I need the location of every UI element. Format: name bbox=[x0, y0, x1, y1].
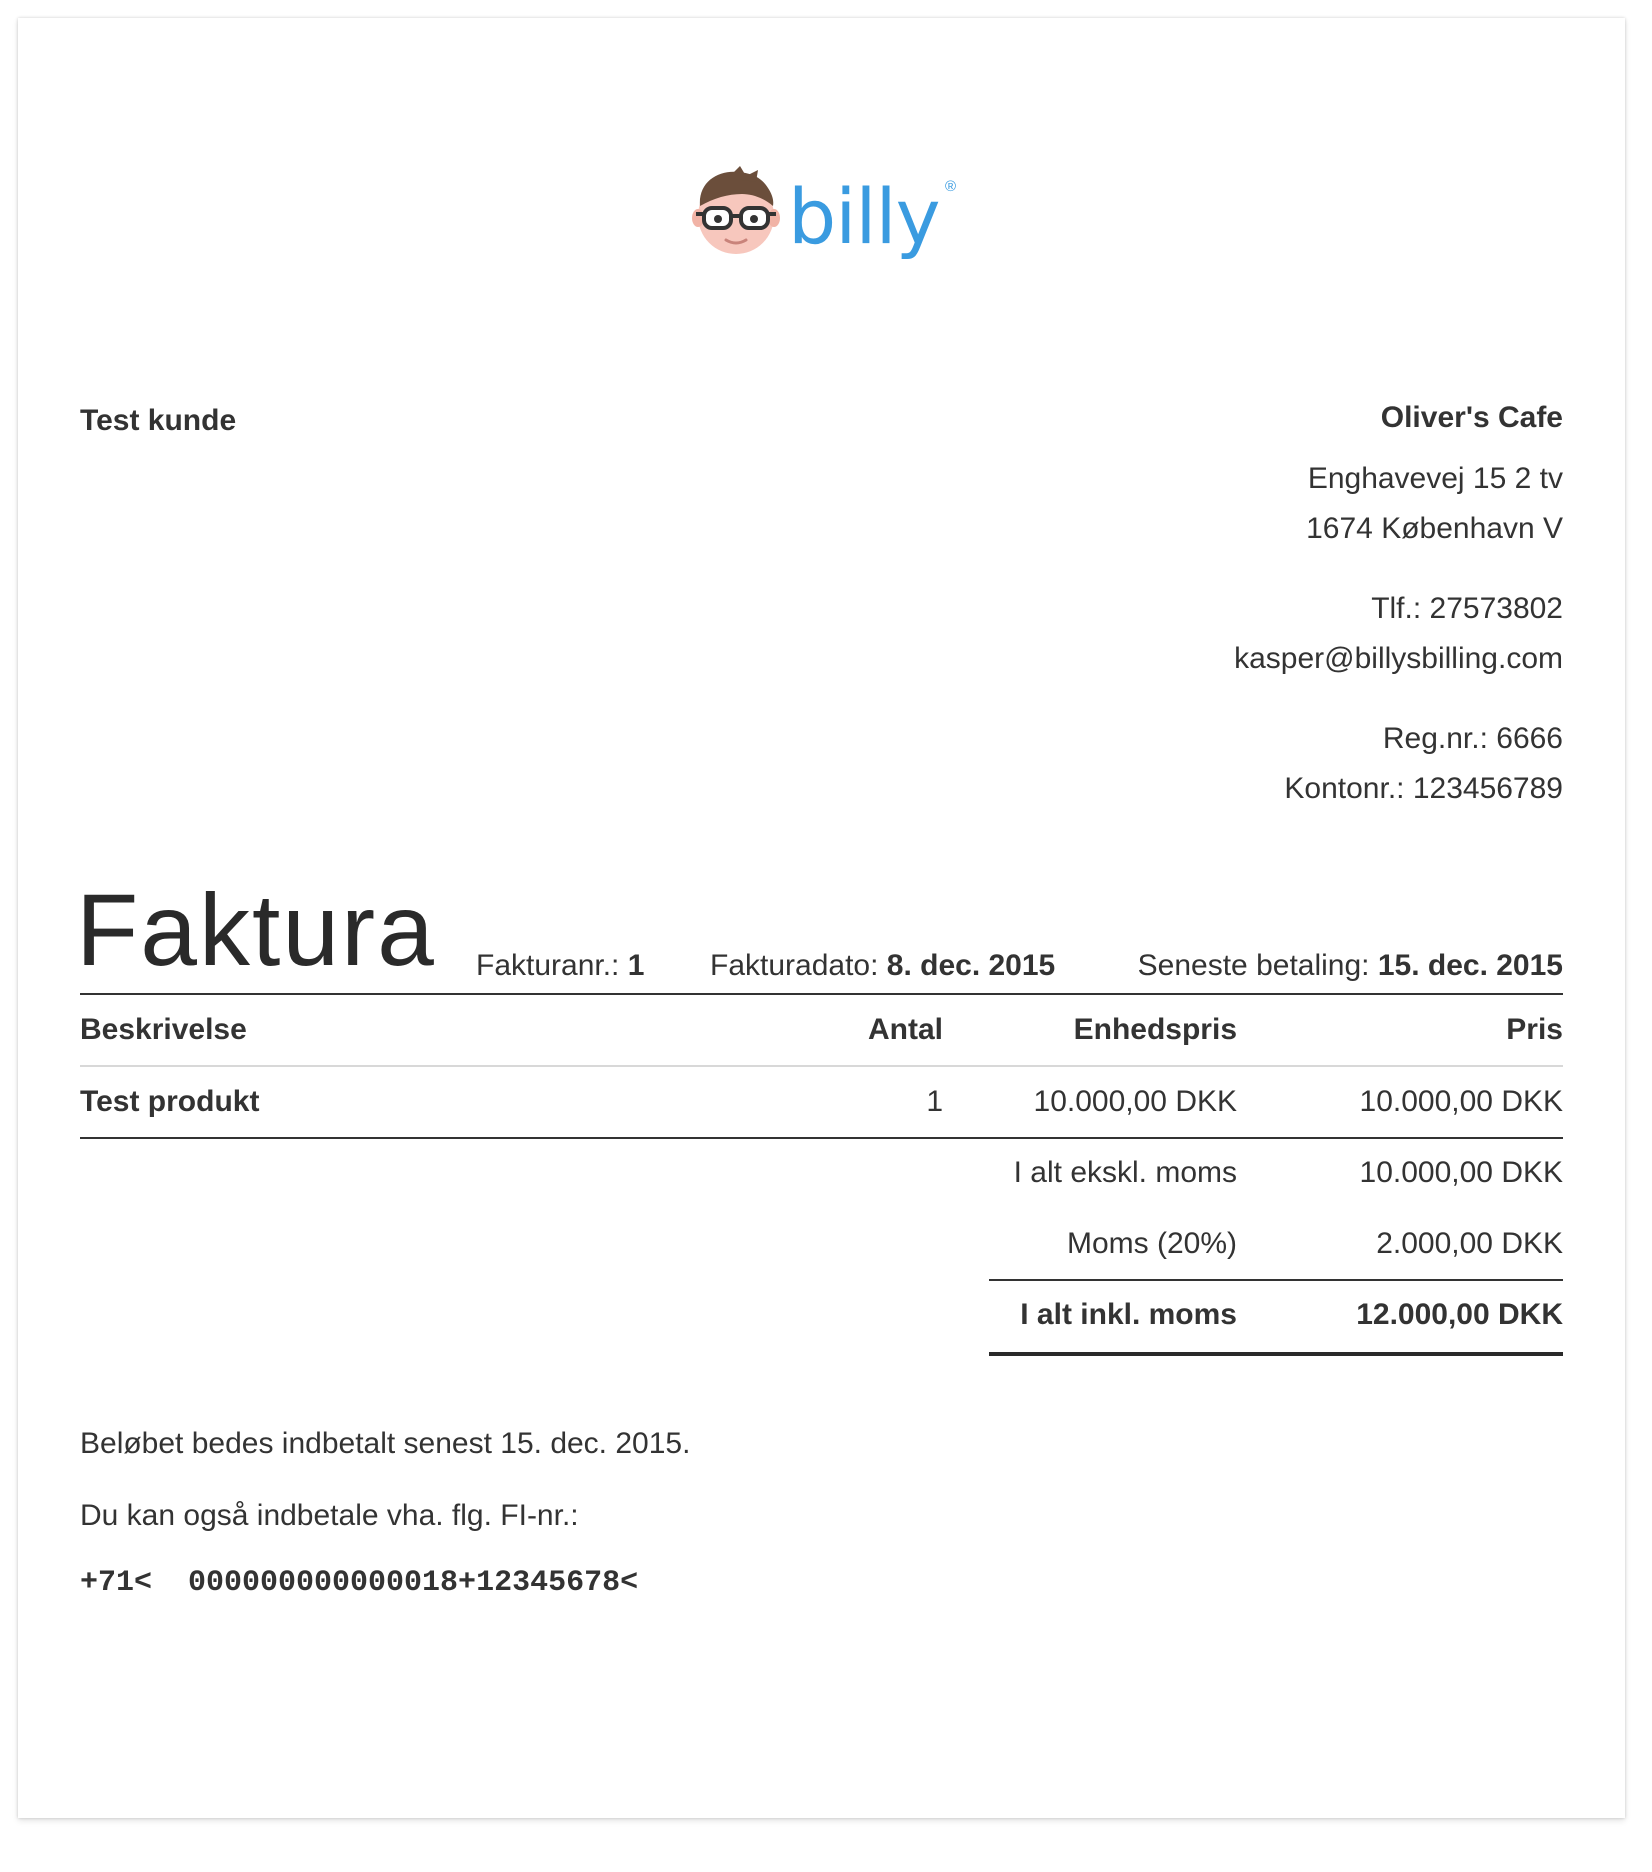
vat-value: 2.000,00 DKK bbox=[1376, 1227, 1563, 1260]
table-header-rule bbox=[80, 1065, 1563, 1067]
item-quantity: 1 bbox=[926, 1085, 943, 1118]
registered-mark: ® bbox=[945, 178, 957, 195]
invoice-page bbox=[18, 18, 1625, 1818]
logo-wordmark: billy bbox=[788, 172, 940, 261]
invoice-date bbox=[710, 948, 1055, 984]
invoice-number-label: Fakturanr.: bbox=[476, 949, 620, 982]
sender-block bbox=[1234, 401, 1563, 814]
payment-due-note: Beløbet bedes indbetalt senest 15. dec. 2015. bbox=[80, 1427, 691, 1460]
column-header-price: Pris bbox=[1506, 1013, 1563, 1046]
vat-label: Moms (20%) bbox=[1066, 1227, 1237, 1260]
sender-email: kasper@billysbilling.com bbox=[1234, 642, 1563, 675]
spacer bbox=[1234, 554, 1563, 584]
item-price: 10.000,00 DKK bbox=[1359, 1085, 1563, 1118]
invoice-date-value: 8. dec. 2015 bbox=[886, 949, 1056, 982]
invoice-number-value: 1 bbox=[627, 949, 645, 982]
sender-phone: Tlf.: 27573802 bbox=[1371, 592, 1563, 625]
billy-mascot-icon bbox=[688, 164, 784, 260]
table-top-rule bbox=[80, 993, 1563, 995]
column-header-description: Beskrivelse bbox=[80, 1013, 247, 1046]
total-value: 12.000,00 DKK bbox=[1356, 1298, 1563, 1331]
invoice-number bbox=[476, 948, 644, 984]
spacer bbox=[1234, 684, 1563, 714]
sender-reg-no: Reg.nr.: 6666 bbox=[1382, 722, 1563, 755]
customer-name: Test kunde bbox=[80, 404, 237, 437]
total-label: I alt inkl. moms bbox=[1020, 1298, 1237, 1331]
item-unit-price: 10.000,00 DKK bbox=[1033, 1085, 1237, 1118]
invoice-date-label: Fakturadato: bbox=[710, 949, 879, 982]
billy-logo bbox=[688, 164, 1008, 274]
sender-address-line1: Enghavevej 15 2 tv bbox=[1307, 462, 1563, 495]
item-description: Test produkt bbox=[80, 1085, 260, 1118]
subtotal-value: 10.000,00 DKK bbox=[1359, 1156, 1563, 1189]
fi-intro-note: Du kan også indbetale vha. flg. FI-nr.: bbox=[80, 1499, 579, 1532]
invoice-due-date bbox=[1138, 948, 1563, 984]
invoice-title: Faktura bbox=[76, 873, 436, 987]
sender-name: Oliver's Cafe bbox=[1380, 401, 1563, 434]
fi-payment-code: +71< 000000000000018+12345678< bbox=[80, 1566, 639, 1600]
table-items-rule bbox=[80, 1137, 1563, 1139]
invoice-due-value: 15. dec. 2015 bbox=[1377, 949, 1563, 982]
invoice-due-label: Seneste betaling: bbox=[1137, 949, 1370, 982]
grand-total-rule bbox=[989, 1352, 1563, 1356]
sender-account-no: Kontonr.: 123456789 bbox=[1284, 772, 1563, 805]
sender-address-line2: 1674 København V bbox=[1306, 512, 1563, 545]
column-header-quantity: Antal bbox=[868, 1013, 943, 1046]
subtotal-label: I alt ekskl. moms bbox=[1013, 1156, 1237, 1189]
totals-rule bbox=[989, 1279, 1563, 1281]
column-header-unit-price: Enhedspris bbox=[1073, 1013, 1237, 1046]
